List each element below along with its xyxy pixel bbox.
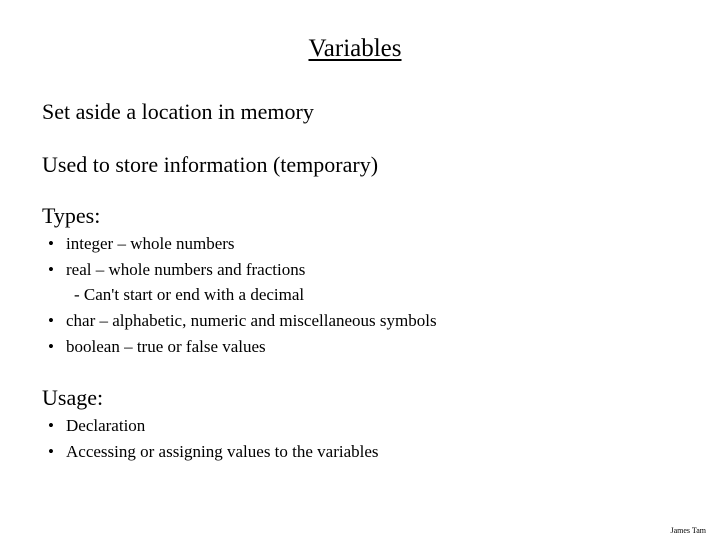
bullet-icon: • (48, 442, 54, 461)
types-item-boolean: boolean – true or false values (66, 337, 266, 356)
bullet-icon: • (48, 234, 54, 253)
types-sub-note: - Can't start or end with a decimal (74, 285, 305, 304)
usage-heading: Usage: (42, 385, 104, 410)
types-item-integer: integer – whole numbers (66, 234, 235, 253)
line-memory: Set aside a location in memory (42, 99, 314, 124)
slide-title: Variables (308, 35, 402, 62)
types-item-real: real – whole numbers and fractions (66, 260, 306, 279)
usage-item-accessing: Accessing or assigning values to the variables (66, 442, 379, 461)
author-footer: James Tam (670, 526, 706, 535)
bullet-icon: • (48, 311, 54, 330)
types-heading: Types: (42, 203, 101, 228)
bullet-icon: • (48, 337, 54, 356)
bullet-icon: • (48, 416, 54, 435)
line-store: Used to store information (temporary) (42, 152, 379, 177)
types-item-char: char – alphabetic, numeric and miscellaneous symbols (66, 311, 437, 330)
bullet-icon: • (48, 260, 54, 279)
usage-item-declaration: Declaration (66, 416, 146, 435)
